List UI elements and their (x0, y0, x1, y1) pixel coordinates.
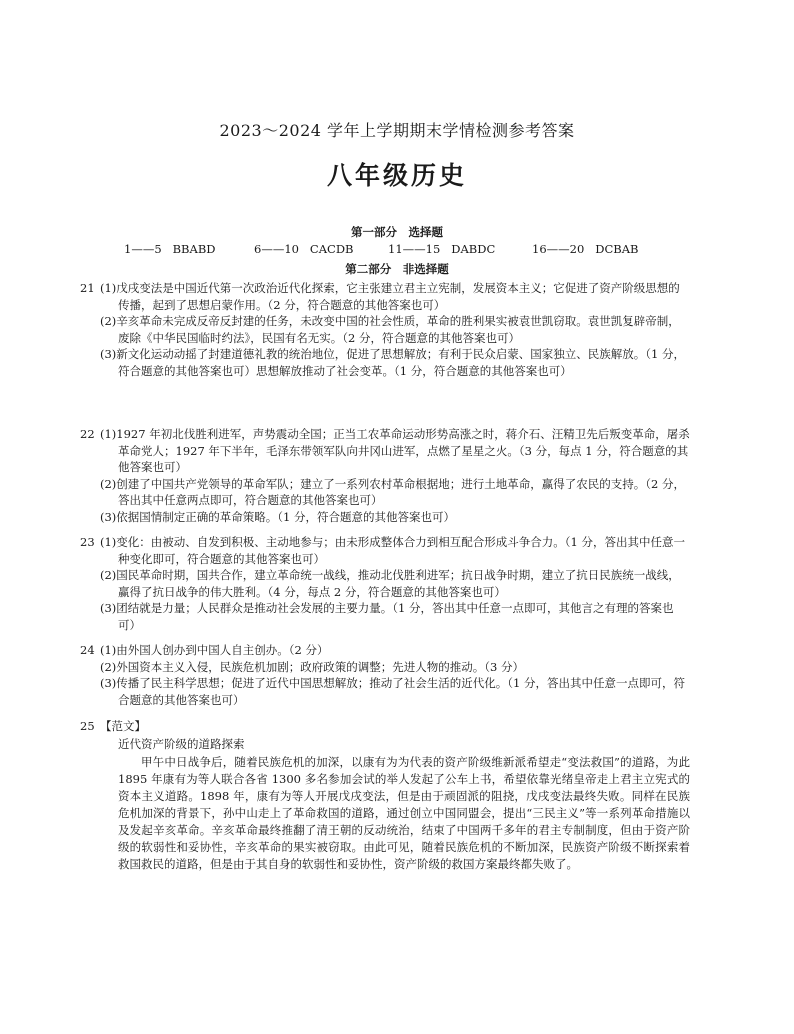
mc-keys: DCBAB (595, 242, 639, 256)
mc-keys: BBABD (172, 242, 216, 256)
answer-item: (1)1927 年初北伐胜利进军，声势震动全国；正当工农革命运动形势高涨之时，蒋介石、汪精卫先后叛变革命，屠杀革命党人；1927 年下半年，毛泽东带领军队向井冈山进军，点燃了星星之火。（3 分，每点 1 分，符合题意的其他答案也可） (100, 427, 690, 475)
question-22 (80, 426, 690, 526)
answer-item: (3)新文化运动动摇了封建道德礼教的统治地位，促进了思想解放；有利于民众启蒙、国家独立、民族解放。（1 分，符合题意的其他答案也可）思想解放推动了社会变革。（1 分，符合题意的其他答案也可） (100, 347, 686, 378)
mc-answer-group (124, 242, 216, 256)
question-number: 22 (80, 427, 95, 441)
document-title: 2023～2024 学年上学期期末学情检测参考答案 (219, 121, 575, 140)
mc-keys: CACDB (309, 242, 354, 256)
part2-heading: 第二部分 非选择题 (345, 262, 449, 276)
mc-answer-group (532, 242, 638, 256)
answer-item: (1)由外国人创办到中国人自主创办。（2 分） (100, 643, 329, 657)
mc-answer-group (254, 242, 354, 256)
question-24 (80, 642, 690, 708)
essay-body: 甲午中日战争后，随着民族危机的加深，以康有为为代表的资产阶级维新派希望走“变法救国”的道路，为此 1895 年康有为等人联合各省 1300 多名参加会试的举人发起了公车上书，希望依靠光绪皇帝走上君主立宪式的资本主义道路。1898 年，康有为等人开展戊戌变法，但是由于顽固派的阻挠，戊戌变法最终失败。同样在民族危机加深的背景下，孙中山走上了革命救国的道路，通过创立中国同盟会，提出“三民主义”等一系列革命措施以及发起辛亥革命。辛亥革命最终推翻了清王朝的反动统治，结束了中国两千多年的君主专制制度，但由于资产阶级的软弱性和妥协性，辛亥革命的果实被窃取。由此可见，随着民族危机的不断加深，民族资产阶级不断探索着救国救民的道路，但是由于其自身的软弱性和妥协性，资产阶级的救国方案最终都失败了。 (118, 755, 690, 871)
question-21 (80, 280, 690, 380)
mc-range: 1——5 (124, 242, 162, 256)
model-essay-label: 【范文】 (100, 719, 146, 733)
answer-item: (1)戊戌变法是中国近代第一次政治近代化探索，它主张建立君主立宪制，发展资本主义；它促进了资产阶级思想的传播，起到了思想启蒙作用。（2 分，符合题意的其他答案也可） (100, 281, 680, 312)
essay-title: 近代资产阶级的道路探索 (118, 737, 245, 751)
question-number: 23 (80, 535, 95, 549)
question-23 (80, 534, 690, 634)
part1-heading: 第一部分 选择题 (351, 225, 443, 239)
mc-range: 11——15 (388, 242, 441, 256)
answer-item: (2)外国资本主义入侵，民族危机加剧；政府政策的调整；先进人物的推动。（3 分） (100, 659, 525, 674)
question-number: 21 (80, 281, 95, 295)
answer-item: (3)传播了民主科学思想；促进了近代中国思想解放；推动了社会生活的近代化。（1 分，答出其中任意一点即可，符合题意的其他答案也可） (100, 676, 686, 707)
answer-item: (2)创建了中国共产党领导的革命军队；建立了一系列农村革命根据地；进行土地革命，赢得了农民的支持。（2 分，答出其中任意两点即可，符合题意的其他答案也可） (100, 476, 686, 508)
answer-item: (2)国民革命时期，国共合作，建立革命统一战线，推动北伐胜利进军；抗日战争时期，建立了抗日民族统一战线，赢得了抗日战争的伟大胜利。（4 分，每点 2 分，符合题意的其他答案也可） (100, 568, 680, 599)
question-number: 24 (80, 643, 95, 657)
question-25 (80, 718, 690, 735)
subject-title: 八年级历史 (326, 161, 467, 190)
mc-range: 16——20 (532, 242, 585, 256)
answer-item: (3)团结就是力量；人民群众是推动社会发展的主要力量。（1 分，答出其中任意一点即可，其他言之有理的答案也可） (100, 601, 674, 632)
mc-answer-group (388, 242, 495, 256)
mc-range: 6——10 (254, 242, 299, 256)
answer-item: (1)变化：由被动、自发到积极、主动地参与；由未形成整体合力到相互配合形成斗争合力。（1 分，答出其中任意一种变化即可，符合题意的其他答案也可） (100, 535, 686, 566)
mc-keys: DABDC (451, 242, 496, 256)
answer-item: (3)依据国情制定正确的革命策略。（1 分，符合题意的其他答案也可） (100, 509, 456, 524)
question-number: 25 (80, 719, 95, 733)
answer-item: (2)辛亥革命未完成反帝反封建的任务，未改变中国的社会性质，革命的胜利果实被袁世凯窃取。袁世凯复辟帝制，废除《中华民国临时约法》，民国有名无实。（2 分，符合题意的其他答案也可） (100, 314, 680, 345)
